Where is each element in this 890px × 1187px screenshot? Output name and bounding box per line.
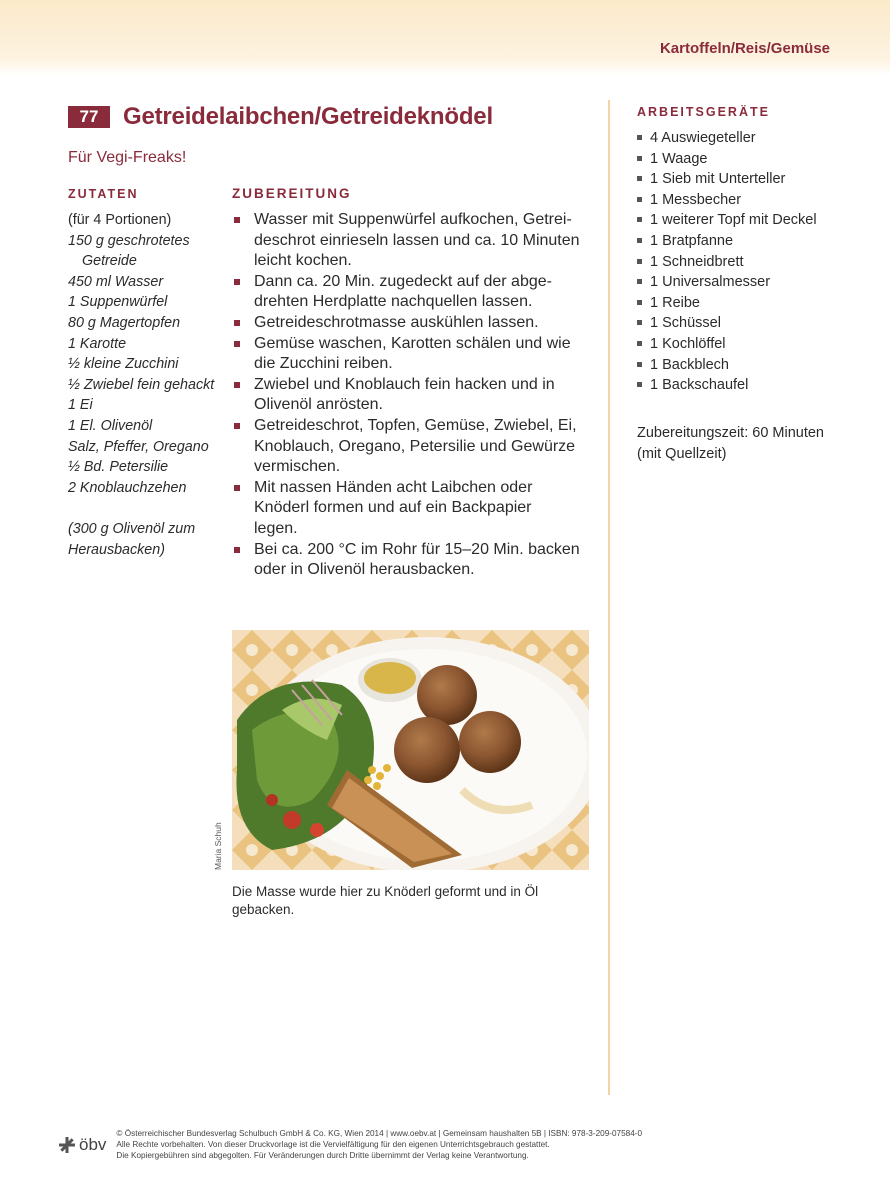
tool-item: 1 Waage bbox=[637, 149, 867, 170]
recipe-number: 77 bbox=[68, 106, 110, 128]
ingredient-item: 1 Suppenwürfel bbox=[68, 294, 168, 311]
tool-item: 1 Universalmesser bbox=[637, 272, 867, 293]
top-band bbox=[0, 0, 890, 75]
tool-item: 1 Bratpfanne bbox=[637, 231, 867, 252]
ingredient-item: ½ Zwiebel fein gehackt bbox=[68, 376, 215, 393]
photo-credit: Maria Schuh bbox=[213, 822, 223, 870]
bullet-icon bbox=[234, 547, 240, 553]
star-icon bbox=[58, 1136, 76, 1154]
ingredient-item: Getreide bbox=[82, 253, 137, 270]
bullet-icon bbox=[234, 320, 240, 326]
tool-item: 4 Auswiegeteller bbox=[637, 128, 867, 149]
ingredient-item: 150 g geschrotetes bbox=[68, 232, 190, 249]
bullet-icon bbox=[234, 341, 240, 347]
preparation-step: Dann ca. 20 Min. zugedeckt auf der abge- drehten Herdplatte nachquellen lassen. bbox=[232, 272, 597, 313]
tools-list bbox=[637, 128, 867, 396]
ingredient-item: 80 g Magertopfen bbox=[68, 314, 181, 331]
ingredient-item: 450 ml Wasser bbox=[68, 273, 164, 290]
preparation-step: Getreideschrot, Topfen, Gemüse, Zwiebel, Ei, Knoblauch, Oregano, Petersilie und Gewürze vermischen. bbox=[232, 416, 597, 478]
extra-note: (300 g Olivenöl zum bbox=[68, 520, 196, 537]
tool-item: 1 Messbecher bbox=[637, 190, 867, 211]
photo-caption: Die Masse wurde hier zu Knöderl geformt und in Öl gebacken. bbox=[232, 884, 539, 917]
column-divider bbox=[608, 100, 610, 1095]
bullet-icon bbox=[234, 217, 240, 223]
ingredient-item: 1 El. Olivenöl bbox=[68, 417, 153, 434]
ingredient-item: Salz, Pfeffer, Oregano bbox=[68, 438, 209, 455]
preparation-step: Zwiebel und Knoblauch fein hacken und in Olivenöl anrösten. bbox=[232, 375, 597, 416]
tool-item: 1 weiterer Topf mit Deckel bbox=[637, 210, 867, 231]
tool-item: 1 Reibe bbox=[637, 293, 867, 314]
recipe-subtitle: Für Vegi-Freaks! bbox=[68, 149, 187, 166]
recipe-header bbox=[68, 103, 493, 131]
tool-item: 1 Schneidbrett bbox=[637, 252, 867, 273]
ingredient-item: 2 Knoblauchzehen bbox=[68, 479, 187, 496]
ingredient-item: ½ Bd. Petersilie bbox=[68, 459, 169, 476]
extra-note: Herausbacken) bbox=[68, 541, 165, 558]
tool-item: 1 Sieb mit Unterteller bbox=[637, 169, 867, 190]
section-label: Kartoffeln/Reis/Gemüse bbox=[659, 40, 830, 57]
tools-heading: ARBEITSGERÄTE bbox=[637, 105, 770, 119]
preparation-step: Bei ca. 200 °C im Rohr für 15–20 Min. backen oder in Olivenöl herausbacken. bbox=[232, 540, 597, 581]
tool-item: 1 Backblech bbox=[637, 355, 867, 376]
prep-time: Zubereitungszeit: 60 Minuten (mit Quellzeit) bbox=[637, 425, 824, 462]
tool-item: 1 Kochlöffel bbox=[637, 334, 867, 355]
tool-item: 1 Schüssel bbox=[637, 313, 867, 334]
ingredient-item: 1 Ei bbox=[68, 397, 93, 414]
ingredients-heading: ZUTATEN bbox=[68, 187, 139, 201]
preparation-step: Gemüse waschen, Karotten schälen und wie die Zucchini reiben. bbox=[232, 334, 597, 375]
preparation-steps bbox=[232, 210, 597, 581]
bullet-icon bbox=[234, 423, 240, 429]
recipe-title: Getreidelaibchen/Getreideknödel bbox=[123, 103, 493, 130]
preparation-step: Wasser mit Suppenwürfel aufkochen, Getrei- deschrot einrieseln lassen und ca. 10 Minuten leicht kochen. bbox=[232, 210, 597, 272]
ingredient-item: 1 Karotte bbox=[68, 335, 127, 352]
preparation-heading: ZUBEREITUNG bbox=[232, 186, 352, 201]
tool-item: 1 Backschaufel bbox=[637, 375, 867, 396]
bullet-icon bbox=[234, 279, 240, 285]
preparation-step: Getreideschrotmasse auskühlen lassen. bbox=[232, 313, 597, 334]
publisher-logo: öbv bbox=[58, 1135, 106, 1155]
preparation-step: Mit nassen Händen acht Laibchen oder Knöderl formen und auf ein Backpapier legen. bbox=[232, 478, 597, 540]
bullet-icon bbox=[234, 485, 240, 491]
ingredients-list bbox=[68, 210, 228, 560]
footer bbox=[58, 1128, 642, 1161]
dish-photo bbox=[232, 630, 589, 870]
portions-note: (für 4 Portionen) bbox=[68, 212, 172, 228]
bullet-icon bbox=[234, 382, 240, 388]
ingredient-item: ½ kleine Zucchini bbox=[68, 356, 179, 373]
copyright-text: © Österreichischer Bundesverlag Schulbuch GmbH & Co. KG, Wien 2014 | www.oebv.at | Gemeinsam haushalten 5B | ISBN: 978-3-209-07584-0 Alle Rechte vorbehalten. Von dieser Druckvorlage ist die Vervielfältigung für den eigenen Unterrichtsgebrauch gestattet. Die Kopiergebühren sind abgegolten. Für Veränderungen durch Dritte übernimmt der Verlag keine Verantwortung. bbox=[116, 1129, 643, 1160]
